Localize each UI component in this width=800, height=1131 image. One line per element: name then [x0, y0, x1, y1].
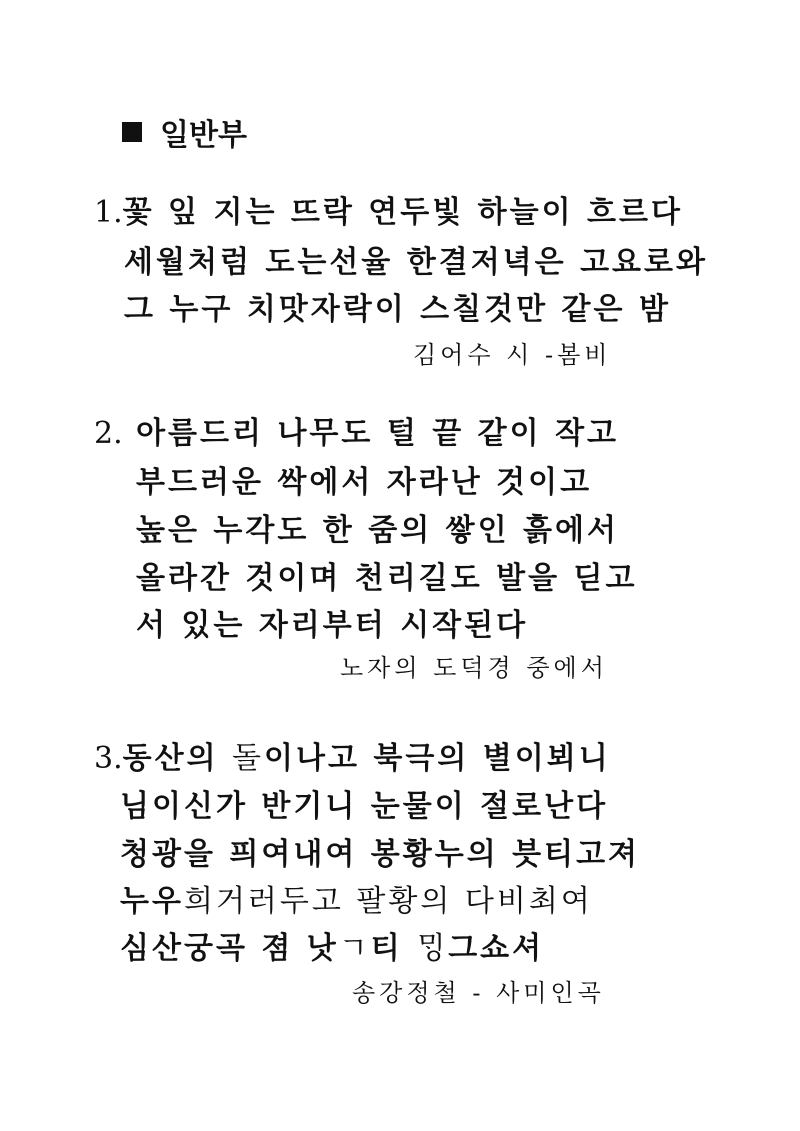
- poem-3-attribution: 송강정철 - 사미인곡: [352, 979, 605, 1007]
- poem-2-line-1: [94, 414, 619, 454]
- poem-3-line-3: 청광을 픠여내여 봉황누의 븟티고져: [120, 837, 641, 872]
- poem-3-line-1-part-a: 동산의: [122, 741, 233, 776]
- poem-1-line-1-text: 꽃 잎 지는 뜨락 연두빛 하늘이 흐르다: [122, 195, 683, 230]
- poem-3-line-5-part-e: 그쇼셔: [448, 931, 545, 966]
- poem-3-line-5: [120, 929, 544, 969]
- poem-1-attribution: 김어수 시 -봄비: [413, 341, 612, 369]
- poem-3-line-5-part-a: 심산궁곡 졈 낫: [120, 931, 339, 966]
- poem-1-line-2: 세월처럼 도는선율 한결저녁은 고요로와: [124, 245, 708, 280]
- poem-3-line-4-part-a: 누우: [120, 884, 184, 919]
- poem-3-line-5-part-c: 티: [370, 931, 417, 966]
- poem-3-line-5-archaic-2: ᄆᆡᆼ: [416, 931, 449, 966]
- poem-3-line-4-archaic: 희: [183, 884, 216, 919]
- poem-3-line-5-archaic-1: ㄱ: [338, 931, 371, 966]
- poem-3-line-4: [120, 882, 593, 922]
- poem-2-attribution: 노자의 도덕경 중에서: [340, 654, 608, 682]
- section-title: 일반부: [160, 118, 247, 153]
- poem-1-number: 1.: [94, 195, 123, 230]
- section-heading: [122, 112, 247, 152]
- square-bullet-icon: [122, 122, 142, 142]
- poem-3-line-1-part-c: 이나고 북극의 별이뵈니: [264, 741, 611, 776]
- poem-1-line-3: 그 누구 치맛자락이 스칠것만 같은 밤: [124, 292, 671, 327]
- poem-2-line-5: 서 있는 자리부터 시작된다: [136, 608, 529, 643]
- poem-3-number: 3.: [94, 741, 123, 776]
- poem-3-line-4-part-c: 거러두고 팔황의 다비최여: [215, 884, 593, 919]
- poem-2-line-1-text: 아름드리 나무도 털 끝 같이 작고: [136, 416, 620, 451]
- poem-2-line-4: 올라간 것이며 천리길도 발을 딛고: [136, 561, 638, 596]
- poem-2-line-3: 높은 누각도 한 줌의 쌓인 흙에서: [136, 513, 619, 548]
- poem-3-line-1: [94, 739, 611, 779]
- poem-2-number: 2.: [94, 416, 123, 451]
- poem-3-line-1-archaic: 돌: [232, 741, 264, 776]
- poem-1-line-1: [94, 193, 683, 233]
- poem-3-line-2: 님이신가 반기니 눈물이 절로난다: [120, 789, 609, 824]
- poem-2-line-2: 부드러운 싹에서 자라난 것이고: [136, 465, 593, 500]
